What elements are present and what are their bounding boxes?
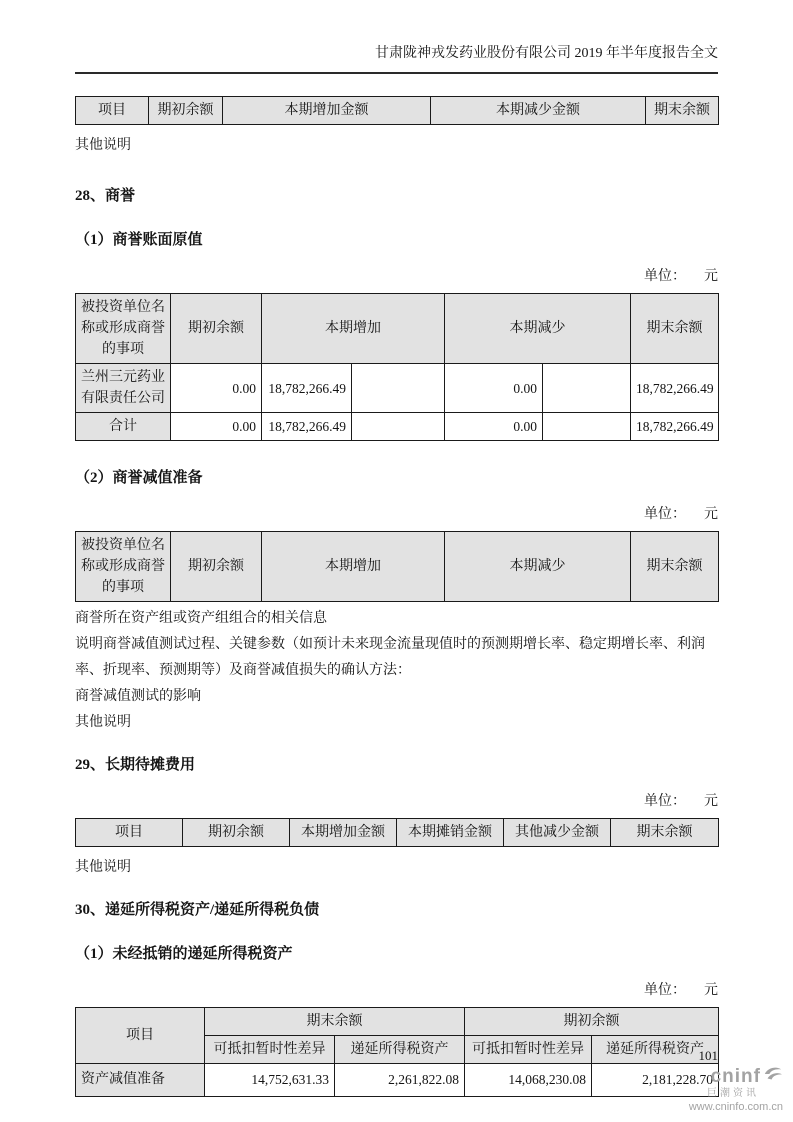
unit-line [75,503,718,523]
unit-label: 单位： [644,269,686,284]
amount-cell: 0.00 [171,364,262,413]
col-header: 期末余额 [611,819,719,847]
col-header: 期初余额 [183,819,290,847]
col-header-end: 期末余额 [631,532,719,602]
table-header-row [76,1008,719,1036]
amount-cell [352,364,445,413]
col-header: 项目 [76,819,183,847]
amount-cell: 18,782,266.49 [262,413,352,441]
unit-value: 元 [704,269,718,284]
amount-cell: 18,782,266.49 [631,413,719,441]
col-header: 项目 [76,97,149,125]
note-impairment-test-impact: 商誉减值测试的影响 [75,689,201,704]
amount-cell: 0.00 [445,413,543,441]
amount-cell: 2,181,228.70 [592,1064,719,1097]
section-30-1-title: （1）未经抵销的递延所得税资产 [75,946,293,962]
cninfo-brand-text: cninf [710,1065,761,1087]
amount-cell: 14,068,230.08 [465,1064,592,1097]
cninfo-name-cn: 巨潮资讯 [707,1088,759,1099]
section-28-title: 28、商誉 [75,188,136,204]
amount-cell: 2,261,822.08 [335,1064,465,1097]
col-header: 本期减少金额 [431,97,646,125]
deferred-tax-asset-table [75,1007,719,1097]
col-group-beginning: 期初余额 [465,1008,719,1036]
col-header-decrease: 本期减少 [445,294,631,364]
row-label: 资产减值准备 [76,1064,205,1097]
col-header: 期初余额 [149,97,223,125]
note-asset-group: 商誉所在资产组或资产组组合的相关信息 [75,611,327,626]
col-subheader: 可抵扣暂时性差异 [465,1036,592,1064]
table-total-row [76,413,719,441]
goodwill-notes [75,606,718,736]
prepaid-expense-table [75,818,719,847]
goodwill-impairment-table [75,531,719,602]
amount-cell: 0.00 [445,364,543,413]
other-note: 其他说明 [75,138,131,153]
cninfo-swirl-icon [763,1065,783,1088]
col-subheader: 可抵扣暂时性差异 [205,1036,335,1064]
cninfo-brand-line [689,1065,783,1088]
col-header-item: 被投资单位名称或形成商誉的事项 [76,532,171,602]
cninfo-url: www.cninfo.com.cn [688,1101,783,1113]
col-header-increase: 本期增加 [262,294,445,364]
table-header-row [76,97,719,125]
other-note: 其他说明 [75,715,131,730]
col-header-item: 被投资单位名称或形成商誉的事项 [76,294,171,364]
unit-label: 单位： [644,507,686,522]
goodwill-cost-table [75,293,719,441]
col-header: 期末余额 [646,97,719,125]
col-header: 本期增加金额 [290,819,397,847]
col-header-increase: 本期增加 [262,532,445,602]
amount-cell [543,364,631,413]
page-number: 101 [698,1048,718,1063]
col-header-begin: 期初余额 [171,532,262,602]
note-impairment-test-process: 说明商誉减值测试过程、关键参数（如预计未来现金流量现值时的预测期增长率、稳定期增长率、利润率、折现率、预测期等）及商誉减值损失的确认方法： [75,637,705,678]
amount-cell: 18,782,266.49 [262,364,352,413]
cninfo-logo [689,1065,783,1114]
table-row [76,364,719,413]
row-label: 兰州三元药业有限责任公司 [76,364,171,413]
other-note: 其他说明 [75,860,131,875]
section-28-2-title: （2）商誉减值准备 [75,470,203,486]
section-30-title: 30、递延所得税资产/递延所得税负债 [75,902,320,918]
section-29-title: 29、长期待摊费用 [75,757,196,773]
unit-value: 元 [704,794,718,809]
carryover-table [75,96,719,125]
table-header-row [76,294,719,364]
col-subheader: 递延所得税资产 [335,1036,465,1064]
doc-header-title: 甘肃陇神戎发药业股份有限公司 2019 年半年度报告全文 [375,46,718,61]
col-subheader: 递延所得税资产 [592,1036,719,1064]
amount-cell: 14,752,631.33 [205,1064,335,1097]
doc-header [75,44,718,74]
section-28-1-title: （1）商誉账面原值 [75,232,203,248]
col-group-ending: 期末余额 [205,1008,465,1036]
col-header-end: 期末余额 [631,294,719,364]
col-header-begin: 期初余额 [171,294,262,364]
unit-value: 元 [704,983,718,998]
table-header-row [76,532,719,602]
table-header-row [76,819,719,847]
amount-cell [543,413,631,441]
unit-line [75,979,718,999]
row-label-total: 合计 [76,413,171,441]
amount-cell [352,413,445,441]
unit-value: 元 [704,507,718,522]
unit-line [75,265,718,285]
col-header-item: 项目 [76,1008,205,1064]
unit-line [75,790,718,810]
col-header: 其他减少金额 [504,819,611,847]
amount-cell: 0.00 [171,413,262,441]
unit-label: 单位： [644,983,686,998]
col-header: 本期摊销金额 [397,819,504,847]
unit-label: 单位： [644,794,686,809]
amount-cell: 18,782,266.49 [631,364,719,413]
table-row [76,1064,719,1097]
col-header-decrease: 本期减少 [445,532,631,602]
col-header: 本期增加金额 [223,97,431,125]
